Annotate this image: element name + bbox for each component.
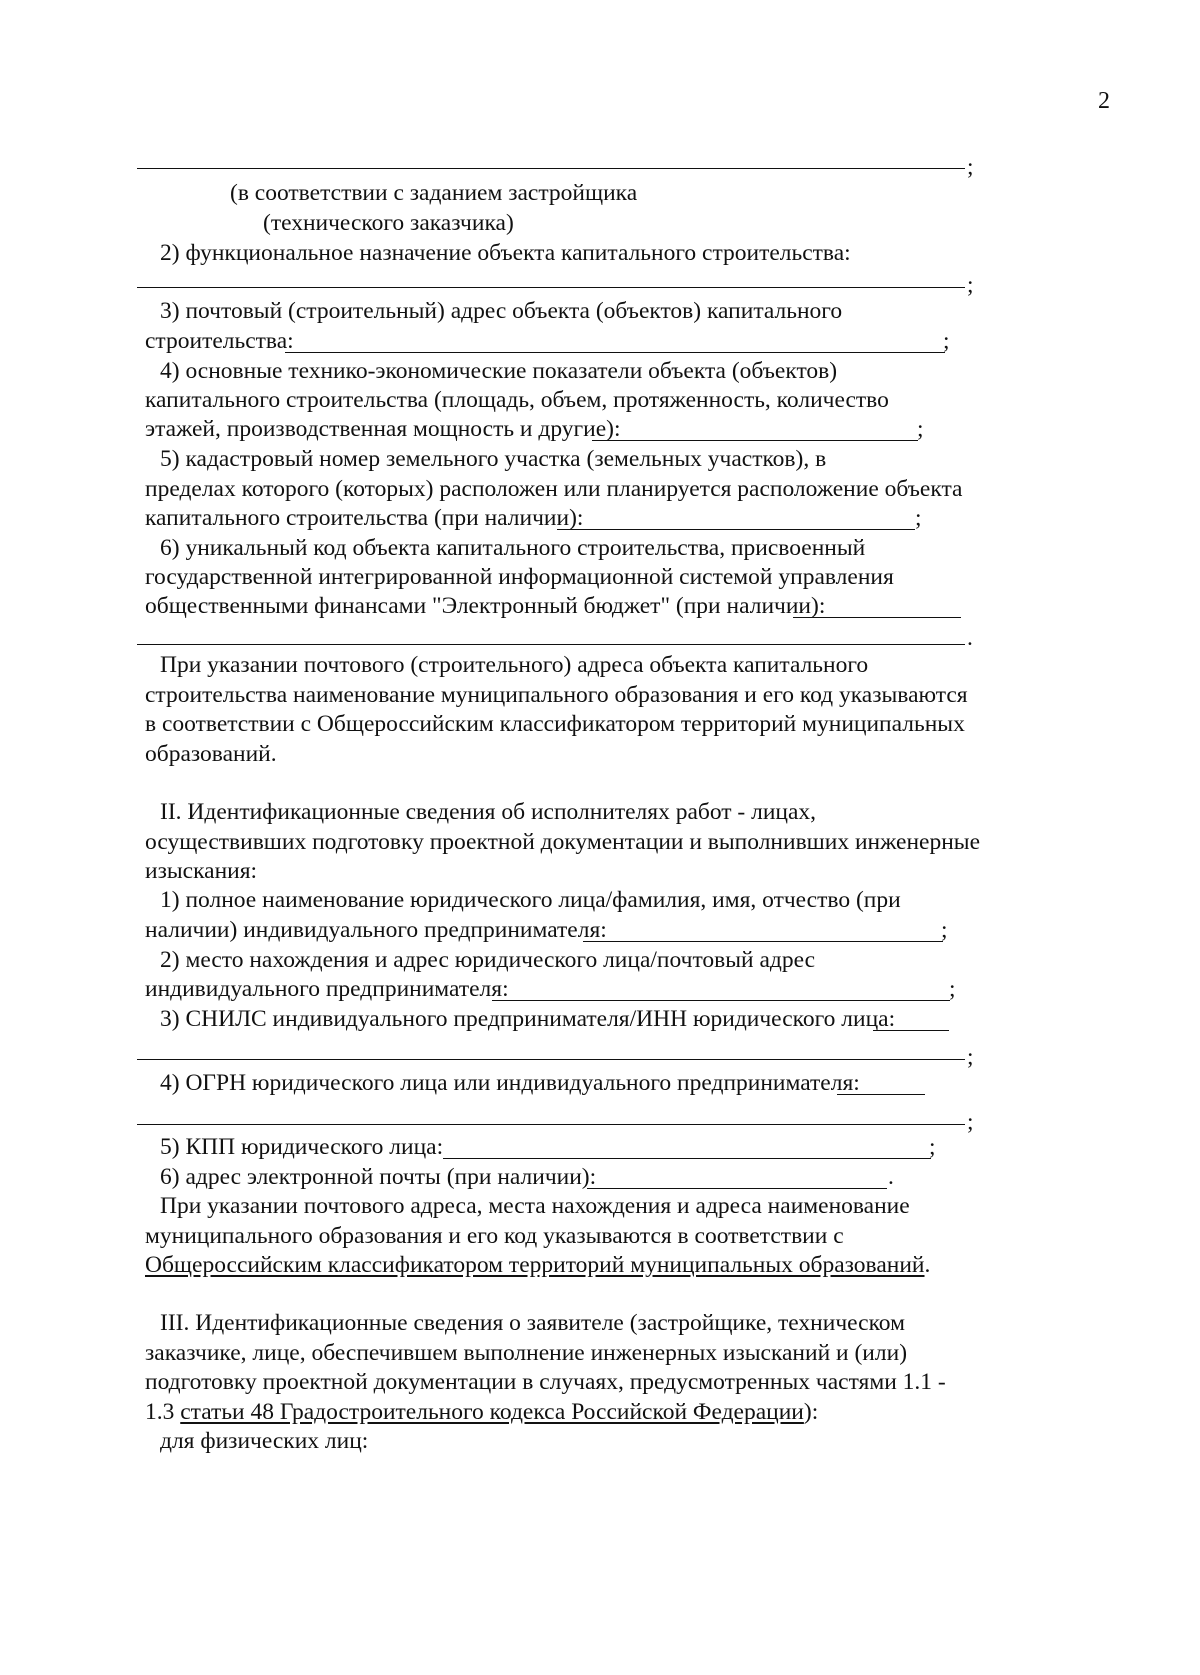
- item-text: 2) функциональное назначение объекта капитального строительства:: [160, 240, 851, 266]
- hint-line: (в соответствии с заданием застройщика: [230, 180, 638, 206]
- section-heading: III. Идентификационные сведения о заявителе (застройщике, техническом: [160, 1310, 905, 1336]
- semicolon: ;: [917, 416, 924, 442]
- blank-line: [137, 287, 965, 288]
- item-text: наличии) индивидуального предпринимателя:: [145, 917, 607, 943]
- subheading-individuals: для физических лиц:: [160, 1428, 369, 1454]
- item-text: 5) КПП юридического лица:: [160, 1134, 444, 1160]
- hint-line: (технического заказчика): [263, 210, 514, 236]
- section-heading: осуществивших подготовку проектной документации и выполнивших инженерные: [145, 829, 981, 855]
- semicolon: ;: [929, 1134, 936, 1160]
- item-text: 4) ОГРН юридического лица или индивидуального предпринимателя:: [160, 1070, 860, 1096]
- item-text: этажей, производственная мощность и другие):: [145, 416, 621, 442]
- section-heading: изыскания:: [145, 858, 258, 884]
- section-heading: подготовку проектной документации в случаях, предусмотренных частями 1.1 -: [145, 1369, 946, 1395]
- note-text: муниципального образования и его код указываются в соответствии с: [145, 1223, 844, 1249]
- blank-line: [587, 1188, 887, 1189]
- period: .: [924, 1252, 931, 1278]
- item-text: 6) адрес электронной почты (при наличии):: [160, 1164, 597, 1190]
- semicolon: ;: [915, 505, 922, 531]
- blank-line: [137, 1059, 965, 1060]
- item-text: капитального строительства (площадь, объем, протяженность, количество: [145, 387, 889, 413]
- blank-line: [137, 1124, 965, 1125]
- item-text: 2) место нахождения и адрес юридического лица/почтовый адрес: [160, 947, 816, 973]
- blank-line: [793, 617, 961, 618]
- item-text: общественными финансами "Электронный бюджет" (при наличии):: [145, 593, 826, 619]
- period: .: [888, 1164, 894, 1190]
- blank-line: [137, 644, 965, 645]
- note-text: [145, 1250, 930, 1281]
- blank-line: [837, 1094, 925, 1095]
- item-text: 4) основные технико-экономические показатели объекта (объектов): [160, 358, 838, 384]
- item-text: пределах которого (которых) расположен или планируется расположение объекта: [145, 476, 963, 502]
- semicolon: ;: [949, 976, 956, 1002]
- item-text: 3) СНИЛС индивидуального предпринимателя/ИНН юридического лица:: [160, 1006, 896, 1032]
- item-text: строительства:: [145, 328, 294, 354]
- item-text: капитального строительства (при наличии):: [145, 505, 584, 531]
- page-number: 2: [1098, 88, 1110, 114]
- note-text: в соответствии с Общероссийским классификатором территорий муниципальных: [145, 711, 965, 737]
- section-heading: [145, 1397, 818, 1428]
- blank-line: [557, 529, 915, 530]
- semicolon: ;: [967, 1109, 974, 1135]
- blank-line: [592, 440, 918, 441]
- blank-line: [873, 1030, 949, 1031]
- blank-line: [492, 1000, 950, 1001]
- note-text: При указании почтового (строительного) адреса объекта капитального: [160, 652, 869, 678]
- section-heading: II. Идентификационные сведения об исполнителях работ - лицах,: [160, 799, 817, 825]
- section-heading-text: 1.3: [145, 1399, 181, 1425]
- note-text: строительства наименование муниципального образования и его код указываются: [145, 682, 968, 708]
- blank-line: [137, 168, 965, 169]
- note-text: образований.: [145, 741, 277, 767]
- item-text: 1) полное наименование юридического лица/фамилия, имя, отчество (при: [160, 887, 901, 913]
- item-text: государственной интегрированной информационной системой управления: [145, 564, 894, 590]
- code-article-link[interactable]: статьи 48 Градостроительного кодекса Российской Федерации: [180, 1399, 804, 1425]
- period: .: [967, 625, 973, 651]
- blank-line: [285, 352, 945, 353]
- blank-line: [443, 1158, 931, 1159]
- section-heading: заказчике, лице, обеспечившем выполнение инженерных изысканий и (или): [145, 1340, 908, 1366]
- blank-line: [583, 941, 943, 942]
- semicolon: ;: [967, 154, 974, 180]
- section-heading-text: ):: [803, 1399, 819, 1425]
- item-text: индивидуального предпринимателя:: [145, 976, 509, 1002]
- semicolon: ;: [941, 917, 948, 943]
- semicolon: ;: [967, 272, 974, 298]
- item-text: 6) уникальный код объекта капитального строительства, присвоенный: [160, 535, 866, 561]
- item-text: 5) кадастровый номер земельного участка (земельных участков), в: [160, 446, 827, 472]
- classifier-link[interactable]: Общероссийским классификатором территорий муниципальных образований: [145, 1252, 925, 1278]
- semicolon: ;: [943, 328, 950, 354]
- item-text: 3) почтовый (строительный) адрес объекта (объектов) капитального: [160, 298, 843, 324]
- note-text: При указании почтового адреса, места нахождения и адреса наименование: [160, 1193, 910, 1219]
- semicolon: ;: [967, 1044, 974, 1070]
